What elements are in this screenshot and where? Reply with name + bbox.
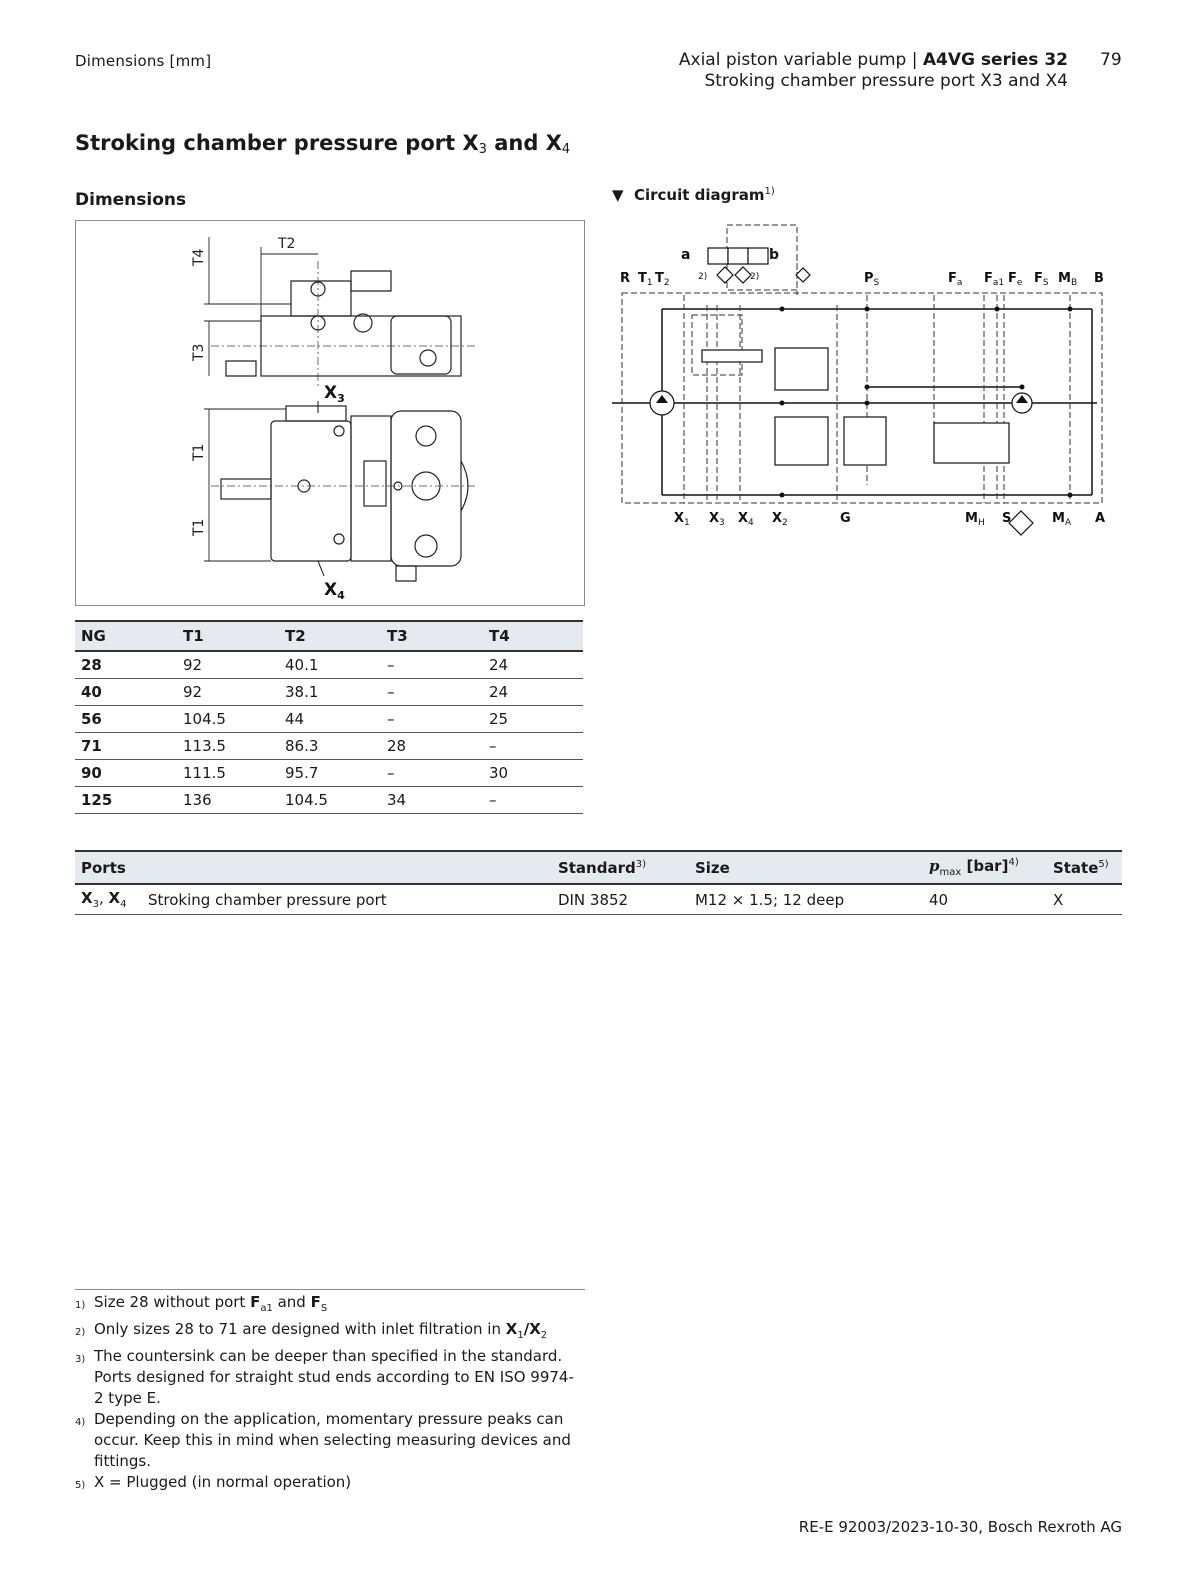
dim-t1-label-lower: T1 bbox=[191, 518, 207, 536]
port-state: X bbox=[1047, 884, 1122, 915]
footnote-5: 5) X = Plugged (in normal operation) bbox=[75, 1473, 352, 1491]
section-header: Dimensions [mm] bbox=[75, 52, 212, 70]
col-size: Size bbox=[689, 851, 923, 884]
circuit-diagram-heading: ▼ Circuit diagram$^{1)}$ bbox=[612, 186, 775, 204]
bottom-port-x3: $X_3$ bbox=[709, 511, 725, 528]
table-row bbox=[75, 884, 1122, 915]
table-row: 125 136 104.5 34 – bbox=[75, 787, 583, 814]
footnote-4: 4) Depending on the application, momentary pressure peaks can occur. Keep this in mind when selecting measuring devices and fittings. bbox=[75, 1410, 571, 1470]
port-standard: DIN 3852 bbox=[552, 884, 689, 915]
col-t1: T1 bbox=[177, 621, 279, 651]
top-port-r: R bbox=[620, 271, 631, 286]
running-header bbox=[679, 50, 1068, 92]
dimensions-table bbox=[75, 620, 583, 814]
valve-a-label: a bbox=[681, 247, 691, 263]
top-port-b: B bbox=[1094, 271, 1104, 286]
footnote-3: 3) The countersink can be deeper than specified in the standard. Ports designed for straight stud ends according to EN ISO 9974-2 type E. bbox=[75, 1347, 574, 1407]
note-2a: 2) bbox=[698, 272, 708, 282]
top-port-fa: $F_a$ bbox=[948, 271, 963, 288]
bottom-port-g: G bbox=[840, 511, 851, 526]
top-port-t1: $T_1$ bbox=[638, 271, 653, 288]
table-row: 71 113.5 86.3 28 – bbox=[75, 733, 583, 760]
table-row: 56 104.5 44 – 25 bbox=[75, 706, 583, 733]
top-port-t2: $T_2$ bbox=[655, 271, 670, 288]
page-footer: RE-E 92003/2023-10-30, Bosch Rexroth AG bbox=[798, 1518, 1122, 1536]
dim-t2-label: T2 bbox=[278, 236, 296, 252]
dimensions-heading: Dimensions bbox=[75, 190, 187, 210]
footnotes bbox=[75, 1292, 580, 1496]
product-name: Axial piston variable pump | bbox=[678, 50, 923, 70]
valve-b-label: b bbox=[769, 247, 780, 263]
table-row: 90 111.5 95.7 – 30 bbox=[75, 760, 583, 787]
col-t4: T4 bbox=[483, 621, 583, 651]
port-x4-label: $X_4$ bbox=[324, 580, 345, 602]
bottom-port-a: A bbox=[1095, 511, 1106, 526]
table-row: 40 92 38.1 – 24 bbox=[75, 679, 583, 706]
col-pmax: $p_{max}$ [bar]$^{4)}$ bbox=[923, 851, 1047, 884]
col-state: State$^{5)}$ bbox=[1047, 851, 1122, 884]
bottom-port-ma: $M_A$ bbox=[1052, 511, 1072, 528]
dim-t4-label: T4 bbox=[191, 248, 207, 266]
col-ports: Ports bbox=[75, 851, 552, 884]
table-row: 28 92 40.1 – 24 bbox=[75, 651, 583, 679]
page-number: 79 bbox=[1100, 50, 1122, 70]
dim-t3-label: T3 bbox=[191, 343, 207, 361]
page-title: Stroking chamber pressure port $X_3$ and $X_4$ bbox=[75, 131, 571, 157]
top-port-fe: $F_e$ bbox=[1008, 271, 1023, 288]
dimension-drawing bbox=[75, 220, 585, 606]
product-series: A4VG series 32 bbox=[922, 50, 1068, 70]
circuit-diagram bbox=[612, 205, 1112, 550]
top-port-fa1: $F_{a1}$ bbox=[984, 271, 1005, 288]
top-port-ps: $P_S$ bbox=[864, 271, 880, 288]
bottom-port-mh: $M_H$ bbox=[965, 511, 985, 528]
port-size: M12 × 1.5; 12 deep bbox=[689, 884, 923, 915]
running-subtitle: Stroking chamber pressure port X3 and X4 bbox=[704, 71, 1068, 91]
port-x3-label: $X_3$ bbox=[324, 383, 345, 405]
dim-t1-label-upper: T1 bbox=[191, 443, 207, 461]
col-ng: NG bbox=[75, 621, 177, 651]
port-ids: $X_3$, $X_4$ bbox=[75, 884, 142, 915]
port-pmax: 40 bbox=[923, 884, 1047, 915]
bottom-port-x4: $X_4$ bbox=[738, 511, 754, 528]
col-t2: T2 bbox=[279, 621, 381, 651]
col-t3: T3 bbox=[381, 621, 483, 651]
footnote-1: 1) Size 28 without port $F_{a1}$ and $F_S$ bbox=[75, 1293, 328, 1314]
footnote-2: 2) Only sizes 28 to 71 are designed with inlet filtration in $X_1/X_2$ bbox=[75, 1320, 548, 1341]
bottom-port-s: S bbox=[1002, 511, 1012, 526]
note-2b: 2) bbox=[750, 272, 760, 282]
footnote-divider bbox=[75, 1289, 585, 1290]
top-port-mb: $M_B$ bbox=[1058, 271, 1078, 288]
col-standard: Standard$^{3)}$ bbox=[552, 851, 689, 884]
port-description: Stroking chamber pressure port bbox=[142, 884, 552, 915]
ports-table bbox=[75, 850, 1122, 915]
bottom-port-x1: $X_1$ bbox=[674, 511, 690, 528]
pump-drawing-svg bbox=[76, 221, 584, 605]
pump-bottom-body bbox=[271, 421, 351, 561]
bottom-port-x2: $X_2$ bbox=[772, 511, 788, 528]
pump-top-housing bbox=[291, 281, 351, 316]
circuit-svg bbox=[612, 205, 1112, 550]
top-port-fs: $F_S$ bbox=[1034, 271, 1049, 288]
